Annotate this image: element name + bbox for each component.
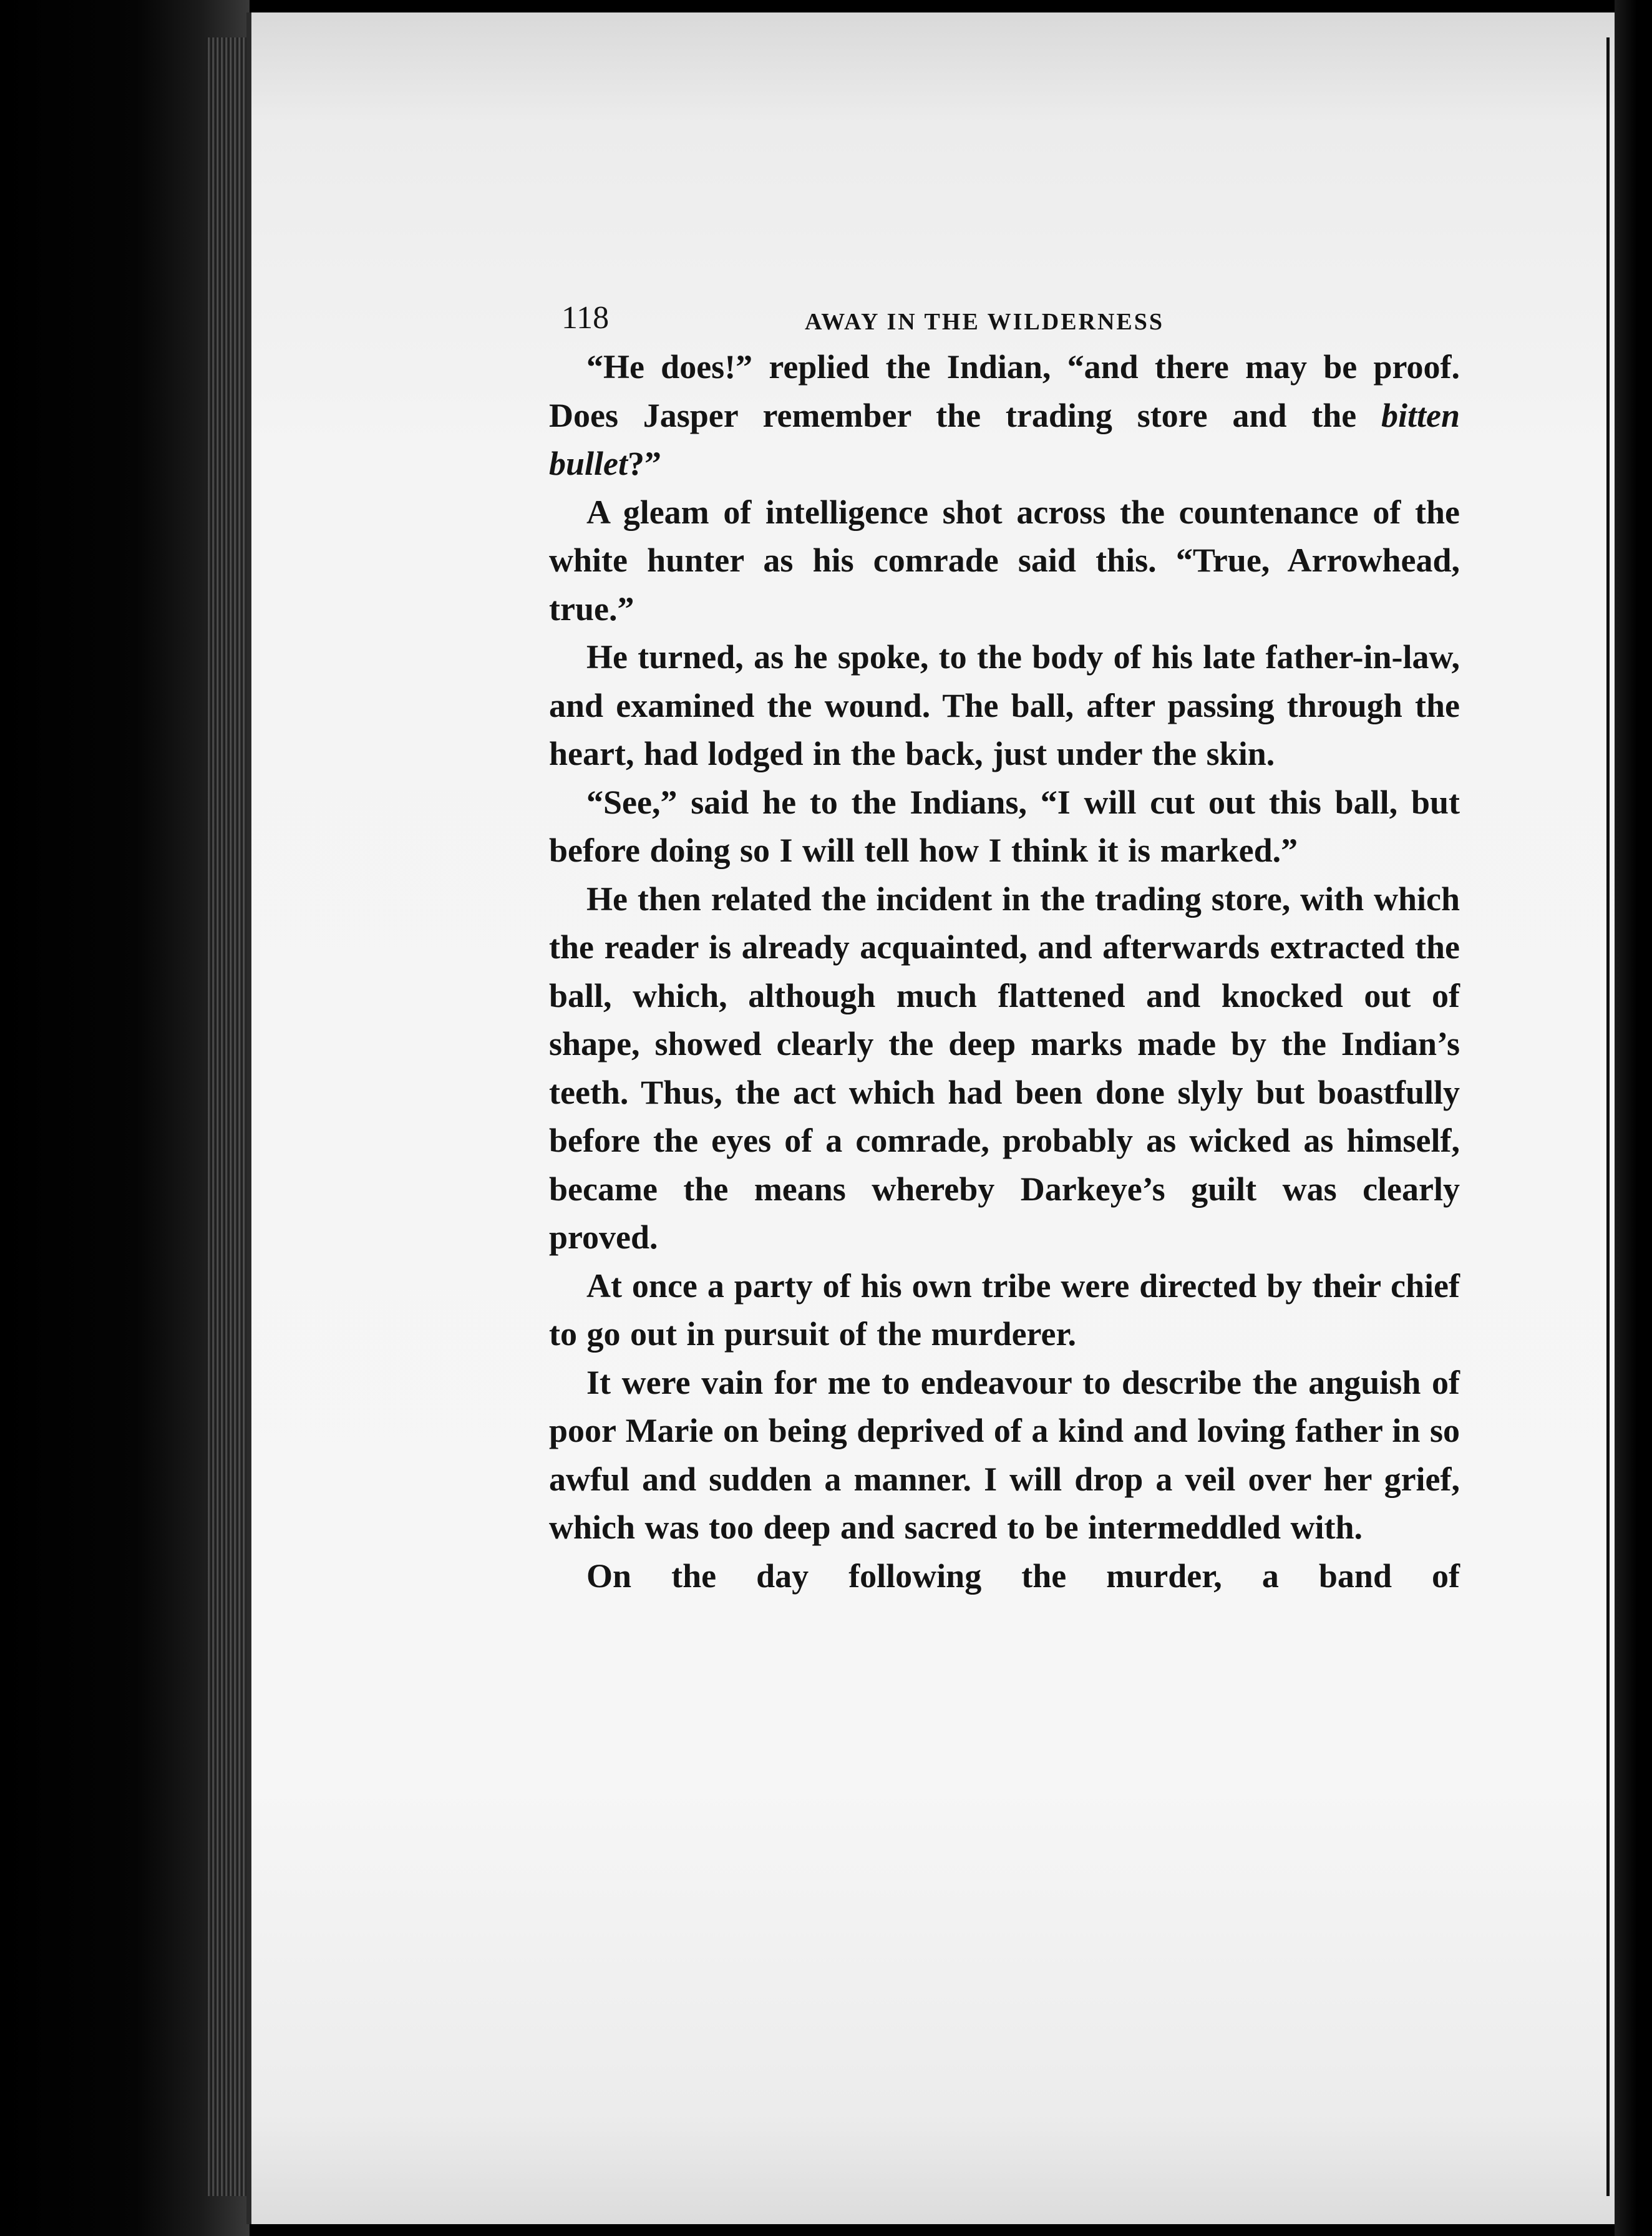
paragraph-3: He turned, as he spoke, to the body of his late father-in-law, and examined the wound. The ball, after passing through the heart, had lodged in the back, just under the skin.: [549, 638, 1460, 772]
right-page-edge-line: [1606, 37, 1610, 2196]
right-book-edge: [1615, 0, 1652, 2236]
paragraph-1-italic: bitten bullet: [549, 396, 1460, 482]
page-edges: [206, 37, 253, 2196]
paragraph-5: He then related the incident in the trading store, with which the reader is already acquainted, and afterwards extracted the ball, which, although much flattened and knocked out of shape, showed clearly the deep marks made by the Indian’s teeth. Thus, the act which had been done slyly but boastfully before the eyes of a comrade, probably as wicked as himself, became the means whereby Darkeye’s guilt was clearly proved.: [549, 880, 1460, 1256]
page-number: 118: [561, 300, 610, 336]
paragraph-4: “See,” said he to the Indians, “I will cut out this ball, but before doing so I will tell how I think it is marked.”: [549, 783, 1460, 869]
page-text-block: [549, 293, 1460, 1600]
paragraph-1: [549, 343, 1460, 489]
running-head: [549, 293, 1460, 343]
paragraph-6: At once a party of his own tribe were directed by their chief to go out in pursuit of the murderer.: [549, 1266, 1460, 1353]
paragraph-2: A gleam of intelligence shot across the countenance of the white hunter as his comrade said this. “True, Arrowhead, true.”: [549, 493, 1460, 628]
paragraph-1-text-b: ?”: [628, 445, 662, 482]
paragraph-8: On the day following the murder, a band of: [586, 1557, 1460, 1595]
paragraph-7: It were vain for me to endeavour to describe the anguish of poor Marie on being deprived of a kind and loving father in so awful and sudden a manner. I will drop a veil over her grief, which was too deep and sacred to be intermeddled with.: [549, 1363, 1460, 1546]
paragraph-1-text-a: “He does!” replied the Indian, “and there may be proof. Does Jasper remember the trading store and the: [549, 348, 1460, 434]
running-title: AWAY IN THE WILDERNESS: [805, 309, 1165, 335]
